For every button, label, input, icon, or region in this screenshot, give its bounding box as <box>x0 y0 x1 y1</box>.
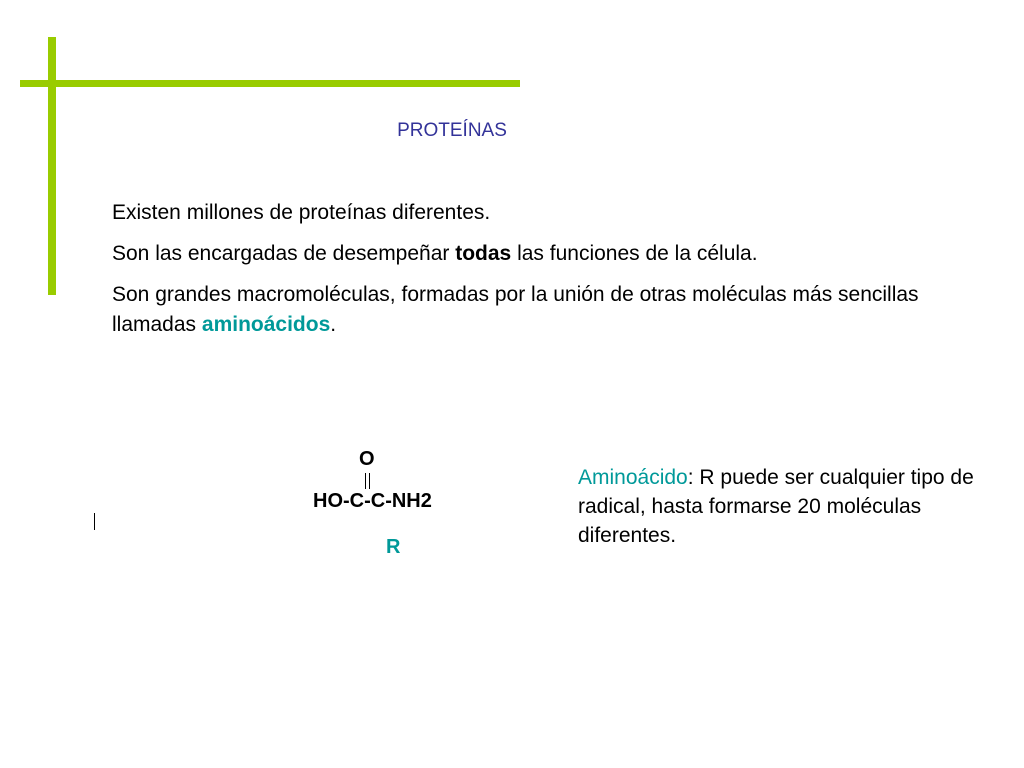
formula-radical: R <box>386 536 401 558</box>
side-note-label: Aminoácido <box>578 466 688 489</box>
paragraph-1 <box>112 198 972 228</box>
accent-horizontal-line <box>20 80 520 87</box>
slide-title-text: PROTEÍNAS <box>397 120 507 141</box>
formula-oxygen: O <box>359 448 375 470</box>
paragraph-2 <box>112 239 972 269</box>
paragraph-2-before: Son las encargadas de desempeñar <box>112 242 456 265</box>
formula-double-bond <box>365 473 370 489</box>
side-note <box>578 463 998 550</box>
accent-vertical-line <box>48 37 56 295</box>
paragraph-3-before: Son grandes macromoléculas, formadas por la unión de otras moléculas más sencillas llamadas <box>112 283 919 336</box>
formula-single-bond <box>94 513 95 530</box>
paragraph-2-after: las funciones de la célula. <box>511 242 758 265</box>
paragraph-1-text: Existen millones de proteínas diferentes. <box>112 201 491 224</box>
paragraph-3-highlight: aminoácidos <box>201 313 331 336</box>
slide-title <box>0 120 901 142</box>
side-note-text: : R puede ser cualquier tipo de radical, hasta formarse 20 moléculas diferentes. <box>578 466 974 547</box>
paragraph-2-bold: todas <box>455 242 512 265</box>
paragraph-3 <box>112 280 972 340</box>
formula-main-chain: HO-C-C-NH2 <box>313 490 432 512</box>
body-text <box>112 198 972 351</box>
paragraph-3-after: . <box>330 313 337 336</box>
